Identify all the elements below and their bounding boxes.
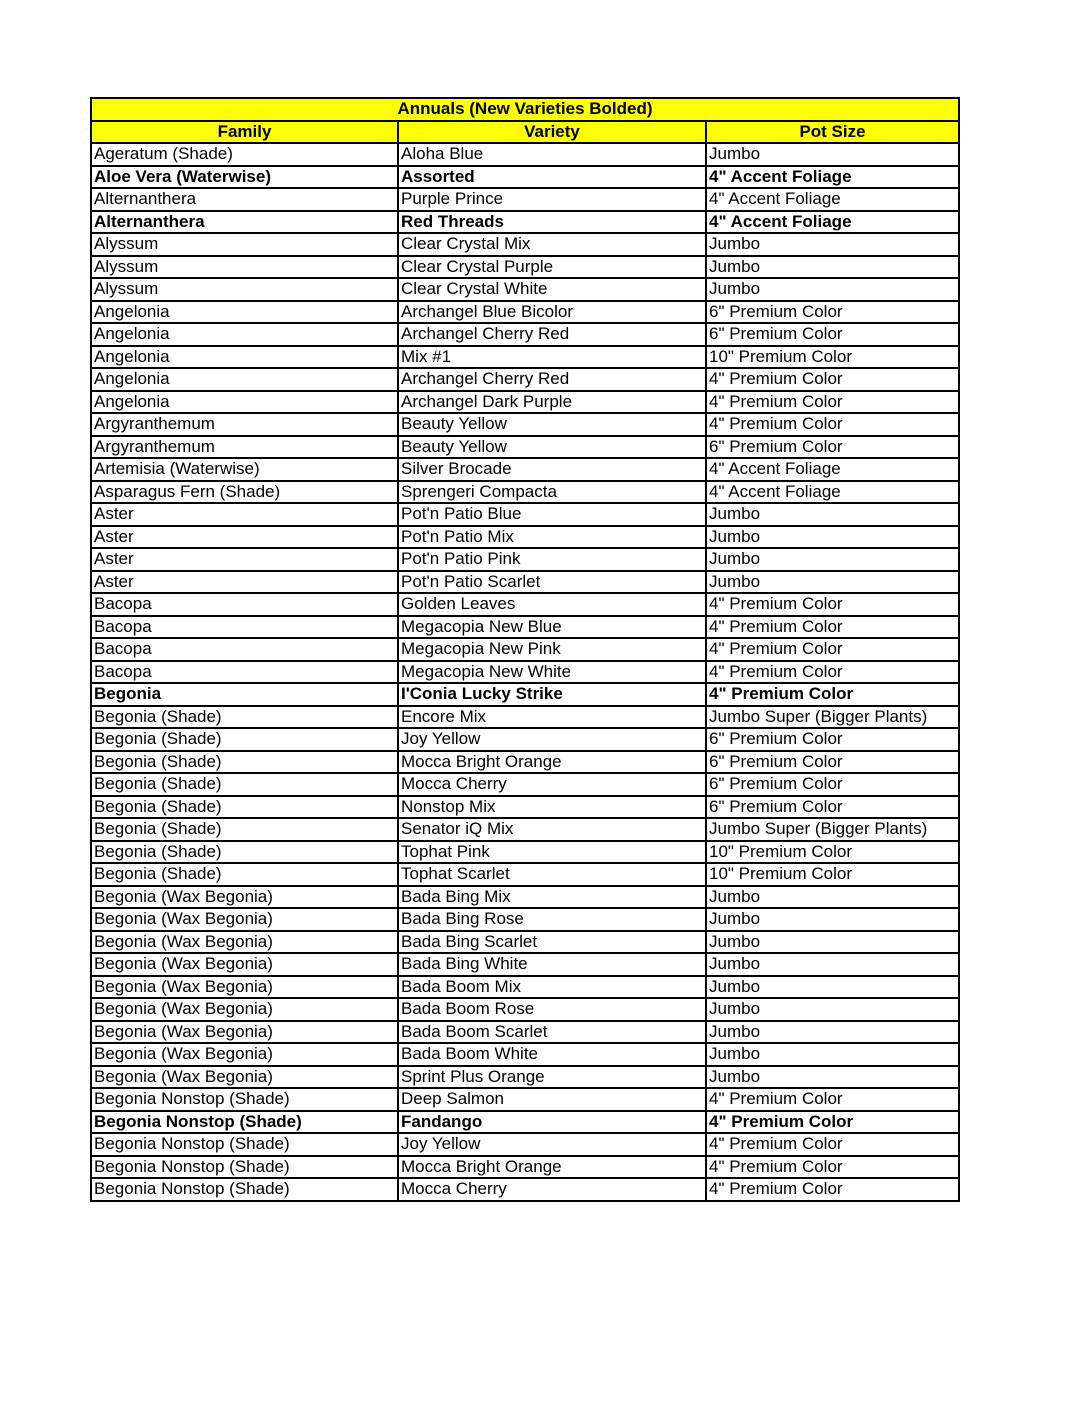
variety-cell: Megacopia New White	[398, 661, 706, 684]
pot-size-cell: Jumbo	[706, 931, 959, 954]
table-row	[91, 751, 959, 774]
family-cell: Begonia (Wax Begonia)	[91, 976, 398, 999]
table-row	[91, 301, 959, 324]
pot-size-cell: Jumbo	[706, 998, 959, 1021]
variety-cell: Bada Boom Mix	[398, 976, 706, 999]
table-row	[91, 1021, 959, 1044]
pot-size-cell: 4" Premium Color	[706, 413, 959, 436]
table-row	[91, 908, 959, 931]
family-cell: Begonia (Shade)	[91, 751, 398, 774]
pot-size-cell: 4" Accent Foliage	[706, 188, 959, 211]
variety-cell: Joy Yellow	[398, 1133, 706, 1156]
family-cell: Begonia (Wax Begonia)	[91, 998, 398, 1021]
variety-cell: Archangel Blue Bicolor	[398, 301, 706, 324]
family-cell: Begonia Nonstop (Shade)	[91, 1088, 398, 1111]
family-cell: Begonia (Shade)	[91, 818, 398, 841]
pot-size-cell: 4" Premium Color	[706, 1178, 959, 1201]
table-body	[91, 143, 959, 1201]
variety-cell: Pot'n Patio Mix	[398, 526, 706, 549]
table-row	[91, 638, 959, 661]
table-row	[91, 526, 959, 549]
pot-size-cell: 4" Premium Color	[706, 593, 959, 616]
family-cell: Aster	[91, 526, 398, 549]
family-cell: Begonia (Wax Begonia)	[91, 908, 398, 931]
table-row	[91, 976, 959, 999]
pot-size-cell: Jumbo	[706, 908, 959, 931]
family-cell: Aster	[91, 571, 398, 594]
variety-cell: Mocca Bright Orange	[398, 751, 706, 774]
family-cell: Begonia (Shade)	[91, 728, 398, 751]
family-cell: Begonia (Shade)	[91, 863, 398, 886]
family-cell: Bacopa	[91, 638, 398, 661]
family-cell: Alyssum	[91, 233, 398, 256]
annuals-table	[90, 97, 960, 1202]
pot-size-cell: Jumbo	[706, 1066, 959, 1089]
table-row	[91, 436, 959, 459]
pot-size-cell: Jumbo	[706, 1043, 959, 1066]
pot-size-cell: 4" Premium Color	[706, 1156, 959, 1179]
title-row	[91, 98, 959, 121]
table-row	[91, 188, 959, 211]
family-cell: Asparagus Fern (Shade)	[91, 481, 398, 504]
variety-cell: Silver Brocade	[398, 458, 706, 481]
pot-size-cell: Jumbo	[706, 143, 959, 166]
table-row	[91, 1088, 959, 1111]
table-row	[91, 863, 959, 886]
variety-cell: Aloha Blue	[398, 143, 706, 166]
variety-cell: Bada Boom White	[398, 1043, 706, 1066]
pot-size-cell: 4" Premium Color	[706, 1111, 959, 1134]
variety-cell: Encore Mix	[398, 706, 706, 729]
family-cell: Begonia Nonstop (Shade)	[91, 1178, 398, 1201]
pot-size-cell: 6" Premium Color	[706, 323, 959, 346]
table-row	[91, 481, 959, 504]
family-cell: Angelonia	[91, 368, 398, 391]
table-row	[91, 143, 959, 166]
variety-cell: Megacopia New Blue	[398, 616, 706, 639]
family-cell: Begonia	[91, 683, 398, 706]
family-cell: Begonia (Shade)	[91, 796, 398, 819]
pot-size-cell: 10" Premium Color	[706, 863, 959, 886]
pot-size-cell: 4" Accent Foliage	[706, 211, 959, 234]
pot-size-cell: Jumbo	[706, 526, 959, 549]
table-row	[91, 503, 959, 526]
variety-cell: Purple Prince	[398, 188, 706, 211]
pot-size-cell: Jumbo	[706, 256, 959, 279]
table-row	[91, 728, 959, 751]
table-row	[91, 548, 959, 571]
table-row	[91, 796, 959, 819]
variety-cell: Tophat Scarlet	[398, 863, 706, 886]
table-row	[91, 931, 959, 954]
pot-size-cell: 4" Premium Color	[706, 1088, 959, 1111]
family-cell: Begonia (Wax Begonia)	[91, 886, 398, 909]
variety-cell: Mocca Bright Orange	[398, 1156, 706, 1179]
pot-size-cell: Jumbo	[706, 953, 959, 976]
variety-cell: Nonstop Mix	[398, 796, 706, 819]
variety-cell: Tophat Pink	[398, 841, 706, 864]
table-row	[91, 323, 959, 346]
table-row	[91, 953, 959, 976]
pot-size-cell: 6" Premium Color	[706, 301, 959, 324]
header-row	[91, 121, 959, 144]
table-row	[91, 1156, 959, 1179]
header-variety: Variety	[398, 121, 706, 144]
table-row	[91, 773, 959, 796]
pot-size-cell: Jumbo Super (Bigger Plants)	[706, 706, 959, 729]
family-cell: Alternanthera	[91, 188, 398, 211]
variety-cell: Archangel Dark Purple	[398, 391, 706, 414]
table-row	[91, 818, 959, 841]
variety-cell: Bada Bing White	[398, 953, 706, 976]
table-row	[91, 1133, 959, 1156]
variety-cell: Golden Leaves	[398, 593, 706, 616]
family-cell: Bacopa	[91, 661, 398, 684]
pot-size-cell: 6" Premium Color	[706, 796, 959, 819]
family-cell: Angelonia	[91, 346, 398, 369]
pot-size-cell: Jumbo	[706, 886, 959, 909]
variety-cell: Bada Bing Mix	[398, 886, 706, 909]
family-cell: Angelonia	[91, 391, 398, 414]
variety-cell: Bada Bing Rose	[398, 908, 706, 931]
table-row	[91, 1066, 959, 1089]
pot-size-cell: Jumbo	[706, 1021, 959, 1044]
table-row	[91, 706, 959, 729]
family-cell: Argyranthemum	[91, 413, 398, 436]
table-row	[91, 1178, 959, 1201]
family-cell: Begonia (Shade)	[91, 773, 398, 796]
variety-cell: Beauty Yellow	[398, 413, 706, 436]
pot-size-cell: 4" Accent Foliage	[706, 481, 959, 504]
header-pot-size: Pot Size	[706, 121, 959, 144]
table-row	[91, 278, 959, 301]
variety-cell: Assorted	[398, 166, 706, 189]
family-cell: Begonia Nonstop (Shade)	[91, 1111, 398, 1134]
family-cell: Begonia (Wax Begonia)	[91, 931, 398, 954]
variety-cell: Sprint Plus Orange	[398, 1066, 706, 1089]
table-row	[91, 391, 959, 414]
family-cell: Angelonia	[91, 323, 398, 346]
family-cell: Bacopa	[91, 616, 398, 639]
table-row	[91, 166, 959, 189]
table-row	[91, 616, 959, 639]
family-cell: Aster	[91, 503, 398, 526]
pot-size-cell: 10" Premium Color	[706, 841, 959, 864]
variety-cell: Pot'n Patio Scarlet	[398, 571, 706, 594]
pot-size-cell: 4" Accent Foliage	[706, 458, 959, 481]
table-title: Annuals (New Varieties Bolded)	[91, 98, 959, 121]
family-cell: Begonia (Wax Begonia)	[91, 1043, 398, 1066]
table-row	[91, 346, 959, 369]
table-row	[91, 1043, 959, 1066]
variety-cell: Mix #1	[398, 346, 706, 369]
table-row	[91, 256, 959, 279]
pot-size-cell: 4" Premium Color	[706, 638, 959, 661]
pot-size-cell: Jumbo	[706, 503, 959, 526]
table-row	[91, 458, 959, 481]
table-row	[91, 998, 959, 1021]
pot-size-cell: 4" Premium Color	[706, 391, 959, 414]
family-cell: Aster	[91, 548, 398, 571]
variety-cell: Beauty Yellow	[398, 436, 706, 459]
table-row	[91, 886, 959, 909]
pot-size-cell: 4" Premium Color	[706, 368, 959, 391]
variety-cell: Clear Crystal White	[398, 278, 706, 301]
family-cell: Begonia Nonstop (Shade)	[91, 1133, 398, 1156]
variety-cell: Bada Boom Rose	[398, 998, 706, 1021]
family-cell: Angelonia	[91, 301, 398, 324]
pot-size-cell: Jumbo Super (Bigger Plants)	[706, 818, 959, 841]
variety-cell: Bada Boom Scarlet	[398, 1021, 706, 1044]
family-cell: Begonia (Wax Begonia)	[91, 1066, 398, 1089]
variety-cell: Senator iQ Mix	[398, 818, 706, 841]
family-cell: Ageratum (Shade)	[91, 143, 398, 166]
pot-size-cell: 4" Premium Color	[706, 683, 959, 706]
family-cell: Artemisia (Waterwise)	[91, 458, 398, 481]
variety-cell: Sprengeri Compacta	[398, 481, 706, 504]
pot-size-cell: 6" Premium Color	[706, 728, 959, 751]
family-cell: Alyssum	[91, 278, 398, 301]
pot-size-cell: 4" Premium Color	[706, 1133, 959, 1156]
table-row	[91, 683, 959, 706]
table-row	[91, 571, 959, 594]
pot-size-cell: 6" Premium Color	[706, 751, 959, 774]
family-cell: Bacopa	[91, 593, 398, 616]
family-cell: Begonia (Shade)	[91, 706, 398, 729]
table-row	[91, 211, 959, 234]
family-cell: Begonia (Shade)	[91, 841, 398, 864]
pot-size-cell: 4" Premium Color	[706, 616, 959, 639]
pot-size-cell: 6" Premium Color	[706, 436, 959, 459]
variety-cell: I'Conia Lucky Strike	[398, 683, 706, 706]
table-row	[91, 1111, 959, 1134]
variety-cell: Joy Yellow	[398, 728, 706, 751]
table-row	[91, 368, 959, 391]
pot-size-cell: Jumbo	[706, 233, 959, 256]
variety-cell: Archangel Cherry Red	[398, 323, 706, 346]
variety-cell: Megacopia New Pink	[398, 638, 706, 661]
variety-cell: Deep Salmon	[398, 1088, 706, 1111]
pot-size-cell: Jumbo	[706, 548, 959, 571]
variety-cell: Fandango	[398, 1111, 706, 1134]
pot-size-cell: 10" Premium Color	[706, 346, 959, 369]
variety-cell: Clear Crystal Purple	[398, 256, 706, 279]
pot-size-cell: 6" Premium Color	[706, 773, 959, 796]
pot-size-cell: Jumbo	[706, 571, 959, 594]
pot-size-cell: Jumbo	[706, 976, 959, 999]
pot-size-cell: Jumbo	[706, 278, 959, 301]
pot-size-cell: 4" Accent Foliage	[706, 166, 959, 189]
variety-cell: Red Threads	[398, 211, 706, 234]
table-row	[91, 841, 959, 864]
family-cell: Begonia (Wax Begonia)	[91, 1021, 398, 1044]
table-row	[91, 413, 959, 436]
table-row	[91, 233, 959, 256]
variety-cell: Mocca Cherry	[398, 1178, 706, 1201]
variety-cell: Pot'n Patio Blue	[398, 503, 706, 526]
variety-cell: Archangel Cherry Red	[398, 368, 706, 391]
variety-cell: Clear Crystal Mix	[398, 233, 706, 256]
pot-size-cell: 4" Premium Color	[706, 661, 959, 684]
family-cell: Aloe Vera (Waterwise)	[91, 166, 398, 189]
family-cell: Alyssum	[91, 256, 398, 279]
family-cell: Alternanthera	[91, 211, 398, 234]
header-family: Family	[91, 121, 398, 144]
table-row	[91, 593, 959, 616]
family-cell: Begonia (Wax Begonia)	[91, 953, 398, 976]
family-cell: Argyranthemum	[91, 436, 398, 459]
table-row	[91, 661, 959, 684]
family-cell: Begonia Nonstop (Shade)	[91, 1156, 398, 1179]
variety-cell: Bada Bing Scarlet	[398, 931, 706, 954]
variety-cell: Pot'n Patio Pink	[398, 548, 706, 571]
variety-cell: Mocca Cherry	[398, 773, 706, 796]
